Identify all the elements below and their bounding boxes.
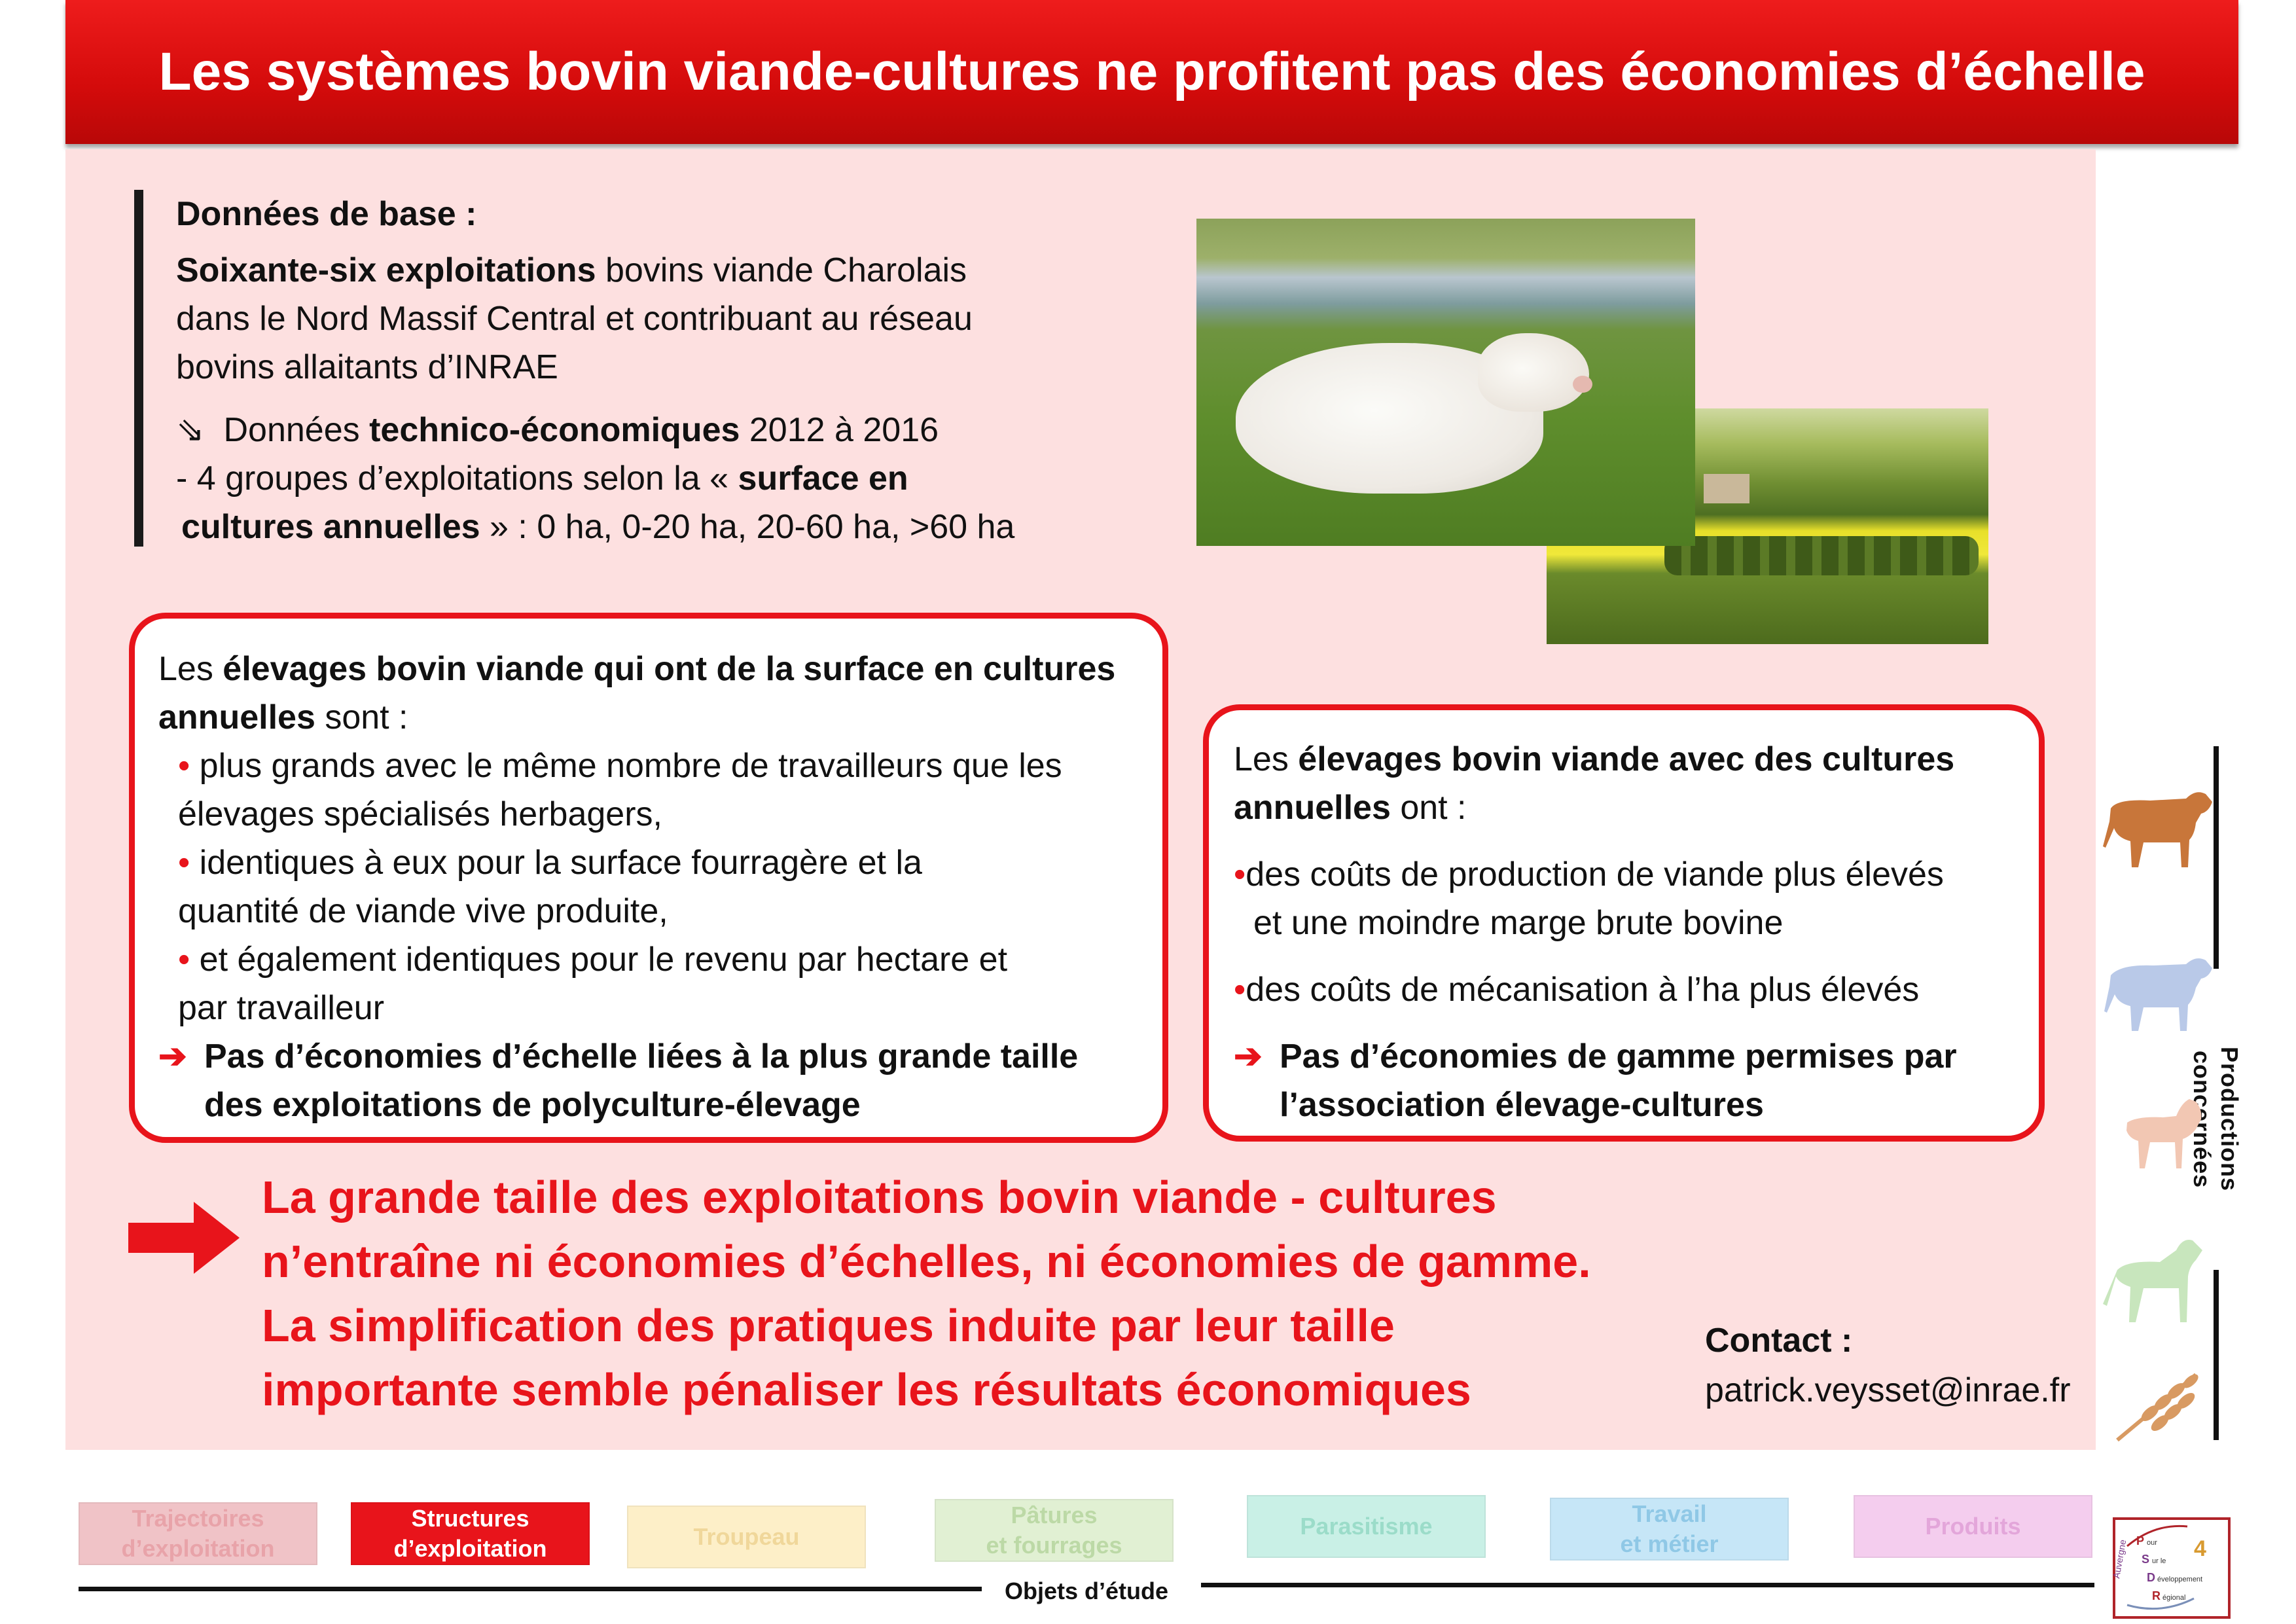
tab-patures[interactable]: Pâtures et fourrages bbox=[935, 1499, 1174, 1562]
farmhouse-shape bbox=[1704, 474, 1749, 503]
footer-line-right bbox=[1201, 1583, 2094, 1587]
logo-word: égional bbox=[2162, 1594, 2186, 1602]
main-conclusion bbox=[262, 1165, 1702, 1422]
base-line-3: bovins allaitants d’INRAE bbox=[176, 348, 558, 386]
logo-letter: D bbox=[2147, 1571, 2155, 1584]
contact-block bbox=[1705, 1316, 2071, 1415]
psdr-logo-icon bbox=[2111, 1520, 2228, 1616]
left-box-intro-2: annuelles sont : bbox=[158, 698, 408, 736]
tab-trajectoires[interactable]: Trajectoires d’exploitation bbox=[79, 1502, 317, 1565]
goat-icon bbox=[2098, 1090, 2215, 1175]
arrow-icon: ⇘ bbox=[176, 411, 205, 449]
base-heading: Données de base : bbox=[176, 195, 477, 233]
logo-letter: S bbox=[2142, 1553, 2150, 1566]
right-arrow-icon: ➔ bbox=[158, 1038, 187, 1075]
left-box-intro: Les élevages bovin viande qui ont de la surface en cultures bbox=[158, 650, 1116, 688]
conclusion-line: La simplification des pratiques induite par leur taille bbox=[262, 1300, 1395, 1351]
dairy-cow-icon bbox=[2098, 946, 2215, 1038]
list-item: • plus grands avec le même nombre de travailleurs que les bbox=[178, 747, 1062, 785]
tab-produits[interactable]: Produits bbox=[1854, 1495, 2092, 1558]
conclusion-line: La grande taille des exploitations bovin viande - cultures bbox=[262, 1172, 1497, 1223]
left-box-conclusion: ➔ Pas d’économies d’échelle liées à la plus grande taille bbox=[158, 1032, 1143, 1081]
left-findings-box bbox=[129, 613, 1168, 1143]
base-line-1: Soixante-six exploitations bovins viande Charolais bbox=[176, 251, 967, 289]
base-line-2: dans le Nord Massif Central et contribuant au réseau bbox=[176, 300, 973, 338]
logo-word: éveloppement bbox=[2157, 1576, 2203, 1583]
list-item-cont: quantité de viande vive produite, bbox=[178, 892, 668, 930]
right-box-intro-2: annuelles ont : bbox=[1234, 789, 1467, 827]
tab-travail[interactable]: Travail et métier bbox=[1550, 1498, 1789, 1561]
base-groups-line-2: cultures annuelles » : 0 ha, 0-20 ha, 20-60 ha, >60 ha bbox=[181, 508, 1015, 546]
page-title: Les systèmes bovin viande-cultures ne profitent pas des économies d’échelle bbox=[158, 42, 2145, 101]
tab-parasitisme[interactable]: Parasitisme bbox=[1247, 1495, 1486, 1558]
horse-icon bbox=[2098, 1231, 2215, 1329]
base-data-block bbox=[134, 190, 1155, 547]
list-item: • identiques à eux pour la surface fourragère et la bbox=[178, 844, 922, 882]
left-box-conclusion-2: des exploitations de polyculture-élevage bbox=[204, 1086, 861, 1124]
tab-troupeau[interactable]: Troupeau bbox=[627, 1506, 866, 1568]
right-box-conclusion-2: l’association élevage-cultures bbox=[1280, 1086, 1764, 1124]
logo-word: our bbox=[2147, 1539, 2157, 1547]
base-data-line: ⇘ Données technico-économiques 2012 à 2016 bbox=[176, 411, 939, 449]
logo-word: ur le bbox=[2152, 1557, 2166, 1565]
conclusion-line: n’entraîne ni économies d’échelles, ni économies de gamme. bbox=[262, 1236, 1591, 1287]
footer-label: Objets d’étude bbox=[1004, 1578, 1169, 1604]
logo-letter: R bbox=[2152, 1589, 2161, 1602]
right-arrow-icon: ➔ bbox=[1234, 1038, 1263, 1075]
big-arrow-icon bbox=[128, 1202, 240, 1274]
list-item-cont: et une moindre marge brute bovine bbox=[1253, 904, 1784, 942]
right-box-intro: Les élevages bovin viande avec des cultures bbox=[1234, 740, 1955, 778]
psdr-logo bbox=[2113, 1517, 2231, 1619]
list-item: •des coûts de production de viande plus élevés bbox=[1234, 856, 1944, 893]
right-findings-box bbox=[1203, 704, 2045, 1142]
right-box-conclusion: ➔ Pas d’économies de gamme permises par bbox=[1234, 1032, 2026, 1081]
conclusion-line: importante semble pénaliser les résultats économiques bbox=[262, 1364, 1471, 1415]
cow-head-shape bbox=[1478, 333, 1589, 412]
list-item-cont: élevages spécialisés herbagers, bbox=[178, 795, 662, 833]
cow-nose-shape bbox=[1573, 376, 1592, 393]
productions-label: Productions concernées bbox=[2189, 1047, 2243, 1192]
logo-region: Auvergne bbox=[2111, 1538, 2128, 1579]
list-item: • et également identiques pour le revenu par hectare et bbox=[178, 941, 1008, 979]
contact-label: Contact : bbox=[1705, 1322, 1853, 1360]
contact-email[interactable]: patrick.veysset@inrae.fr bbox=[1705, 1371, 2071, 1409]
cow-photo bbox=[1196, 219, 1695, 546]
tree-row-shape bbox=[1664, 536, 1979, 575]
footer-line-left bbox=[79, 1587, 982, 1591]
beef-cow-icon bbox=[2098, 782, 2215, 874]
logo-letter: P bbox=[2136, 1534, 2145, 1547]
title-banner bbox=[65, 0, 2238, 144]
list-item-cont: par travailleur bbox=[178, 989, 385, 1027]
tab-structures[interactable]: Structures d’exploitation bbox=[351, 1502, 590, 1565]
wheat-icon bbox=[2098, 1365, 2215, 1447]
base-groups-line: - 4 groupes d’exploitations selon la « surface en bbox=[176, 460, 908, 497]
list-item: •des coûts de mécanisation à l’ha plus élevés bbox=[1234, 971, 1920, 1009]
logo-number: 4 bbox=[2194, 1536, 2206, 1561]
